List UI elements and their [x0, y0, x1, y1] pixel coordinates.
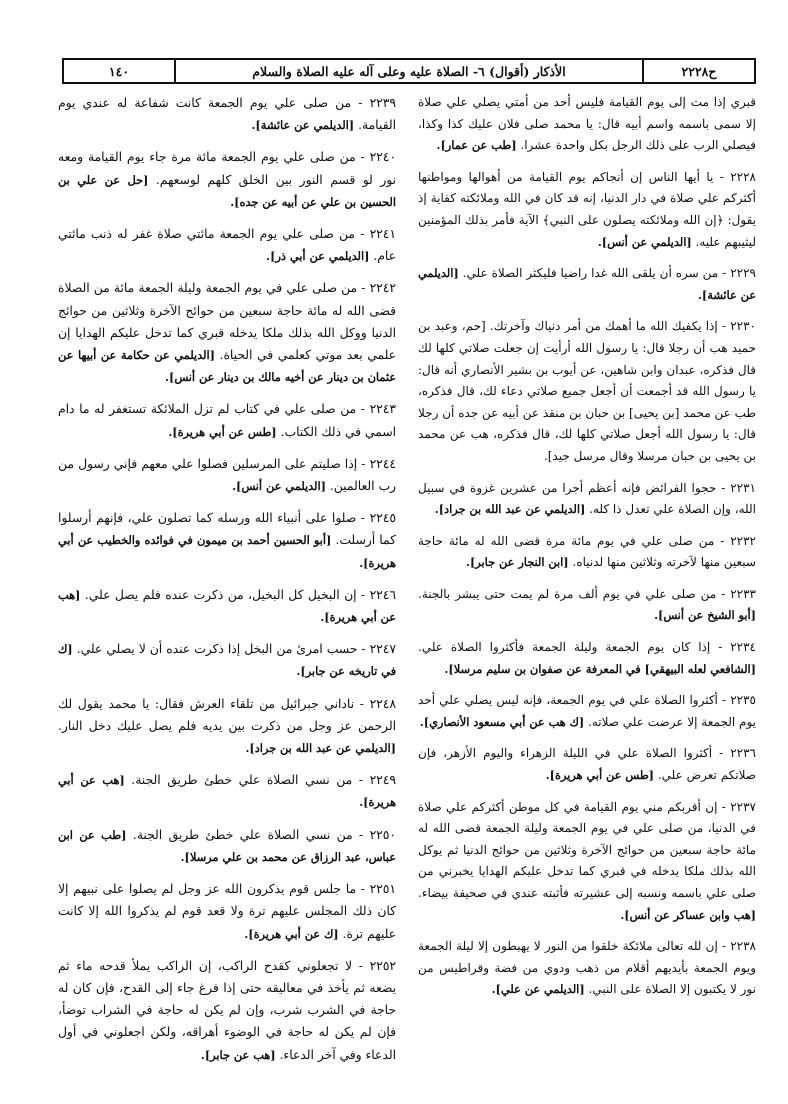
hadith-text: ٢٢٥٢ - لا تجعلوني كقدح الراكب، إن الراكب يملأ قدحه ماء ثم يضعه ثم يأخذ في معاليقه حتى إذا فرغ جاء إلى القدح، فإن كان له حاجة في الشرب شرب، وإن لم يكن له حاجة في الشراب توضأ، فإن لم يكن له حاجة في الوضوء أهراقه، ولكن اجعلوني في أول الدعاء وفي آخر الدعاء.: [58, 958, 396, 1062]
hadith-entry: [418, 743, 756, 786]
hadith-source: [ك في تاريخه عن جابر].: [58, 642, 396, 679]
hadith-entry: [58, 638, 396, 682]
hadith-text: ٢٢٤٥ - صلوا على أنبياء الله ورسله كما تصلون علي، فإنهم أرسلوا كما أرسلت.: [58, 511, 396, 548]
hadith-entry: [418, 478, 756, 521]
hadith-entry: [418, 797, 756, 927]
hadith-text: ٢٢٣٠ - إذا يكفيك الله ما أهمك من أمر دنياك وآخرتك. [حم، وعبد بن حميد هب أن رجلا قال: يا رسول الله أرأيت إن جعلت صلاتي كلها لك قال فذكره، عبدان وابن شاهين، عن أيوب بن بشير الأنصاري أنه قال: يا رسول الله قد أجمعت أن أجعل جميع صلاتي دعاء لك، قال فذكره، طب عن محمد [بن يحيى] بن حبان بن منقذ عن أبيه عن جده أن رجلا قال: يا رسول الله أجعل صلاتي كلها لك، قال فذكره، هب عن محمد بن يحيى بن حبان مرسلا وقال مرسل جيد].: [418, 319, 756, 463]
hadith-text: ٢٢٤٠ - من صلى علي يوم الجمعة مائة مرة جاء يوم القيامة ومعه نور لو قسم النور بين الخلق كلهم لوسعهم.: [58, 150, 396, 187]
hadith-source: [طب عن ابن عباس، عبد الرزاق عن محمد بن علي مرسلا].: [58, 827, 396, 864]
hadith-source: [الديلمي عن أبي ذر].: [266, 249, 370, 264]
hadith-text: ٢٢٤٨ - ناداني جبرائيل من تلقاء العرش فقال: يا محمد يقول لك الرحمن عز وجل من ذكرت بين يديه فلم يصل عليك دخل النار.: [58, 696, 396, 733]
hadith-source: [الديلمي عن عائشة].: [251, 118, 355, 133]
left-column: [58, 92, 396, 1076]
hadith-entry: [58, 824, 396, 868]
hadith-source: [الديلمي عن أنس].: [597, 234, 692, 249]
hadith-entry: [58, 223, 396, 267]
hadith-source: [الديلمي عن علي].: [491, 982, 585, 997]
hadith-source: [أبو الشيخ عن أنس].: [654, 608, 756, 623]
hadith-source: [أبو الحسين أحمد بن ميمون في فوائده والخطيب عن أبي هريرة].: [58, 533, 396, 570]
hadith-source: [طس عن أبي هريرة].: [168, 424, 277, 439]
hadith-source: [هب عن جابر].: [200, 1047, 276, 1062]
hadith-text: ٢٢٤٦ - إن البخيل كل البخيل، من ذكرت عنده فلم يصل علي.: [84, 587, 396, 602]
hadith-entry: [418, 690, 756, 733]
hadith-text: ٢٢٣٧ - إن أقربكم مني يوم القيامة في كل موطن أكثركم علي صلاة في الدنيا، من صلى علي في يوم الجمعة وليلة الجمعة قضى الله له مائة حاجة سبعين من حوائج الآخرة وثلاثين من حوائج الدنيا ثم يوكل الله بذلك ملكا يدخله في قبري كما تدخل عليكم الهدايا يخبرني من صلى علي باسمه ونسبه إلى عشيرته فأثبته عندي في صحيفة بيضاء.: [418, 799, 756, 900]
hadith-text: ٢٢٢٩ - من سره أن يلقى الله غدا راضيا فليكثر الصلاة علي.: [462, 266, 756, 281]
section-number: ح٢٢٢٨: [642, 60, 754, 82]
hadith-entry: [58, 955, 396, 1066]
hadith-source: [الديلمي عن حكامة عن أبيها عن عثمان بن دينار عن أخيه مالك بن دينار عن أنس].: [58, 348, 396, 385]
hadith-source: [هب عن أبي هريرة].: [58, 773, 396, 810]
hadith-entry: [58, 507, 396, 574]
hadith-text: ٢٢٣٣ - من صلى علي في يوم ألف مرة لم يمت حتى يبشر بالجنة.: [418, 586, 756, 601]
hadith-text: قبري إذا مت إلى يوم القيامة فليس أحد من أمتي يصلي علي صلاة إلا سمى باسمه واسم أبيه قال: يا محمد صلى فلان عليك كذا وكذا، فيصلي الرب على ذلك الرجل بكل واحدة عشرا.: [418, 95, 756, 153]
hadith-text: ٢٢٤٤ - إذا صليتم على المرسلين فصلوا علي معهم فإني رسول من رب العالمين.: [58, 456, 396, 494]
hadith-text: ٢٢٥١ - ما جلس قوم يذكرون الله عز وجل لم يصلوا على نبيهم إلا كان ذلك المجلس عليهم ترة ولا قعد قوم لم يذكروا الله إلا كانت عليهم ترة.: [58, 882, 396, 941]
hadith-text: ٢٢٤٢ - من صلى علي في يوم الجمعة وليلة الجمعة مائة من الصلاة قضى الله له مائة حاجة سبعين من حوائج الآخرة وثلاثين من حوائج الدنيا ووكل الله بذلك ملكا يدخله قبري كما تدخل عليكم الهدايا إن علمي بعد موتي كعلمي في الحياة.: [58, 281, 396, 363]
running-title: الأذكار (أقوال) ٦- الصلاة عليه وعلى آله عليه الصلاة والسلام: [252, 63, 566, 79]
hadith-source: [ك عن أبي هريرة].: [244, 926, 339, 941]
hadith-text: ٢٢٥٠ - من نسي الصلاة علي خطئ طريق الجنة.: [132, 827, 396, 842]
right-column: [418, 92, 756, 1011]
hadith-entry: [418, 936, 756, 1001]
hadith-source: [هب عن أبي هريرة].: [58, 587, 396, 625]
hadith-text: ٢٢٤٣ - من صلى علي في كتاب لم تزل الملائكة تستغفر له ما دام اسمي في ذلك الكتاب.: [58, 402, 396, 439]
hadith-source: [طب عن عمار].: [436, 138, 517, 153]
hadith-entry: [418, 584, 756, 627]
hadith-source: [ابن النجار عن جابر].: [466, 555, 569, 570]
hadith-entry: [58, 277, 396, 388]
hadith-text: ٢٢٣٦ - أكثروا الصلاة علي في الليلة الزهراء واليوم الأزهر، فإن صلاتكم تعرض علي.: [418, 746, 756, 783]
hadith-source: [الديلمي عن أنس].: [232, 479, 326, 494]
hadith-text: ٢٢٣١ - حجوا الفرائض فإنه أعظم أجرا من عشرين غزوة في سبيل الله، وإن الصلاة علي تعدل ذا كله.: [418, 480, 756, 517]
hadith-entry: [58, 878, 396, 945]
hadith-source: [الديلمي عن عائشة].: [418, 266, 756, 302]
hadith-entry: [58, 146, 396, 213]
hadith-source: [طس عن أبي هريرة].: [545, 768, 655, 783]
hadith-entry: [58, 693, 396, 760]
page-number: ١٤٠: [64, 60, 176, 82]
hadith-source: [الديلمي عن عبد الله بن جراد].: [434, 502, 586, 517]
hadith-text: ٢٢٣٤ - إذا كان يوم الجمعة وليلة الجمعة فأكثروا الصلاة علي.: [418, 640, 756, 655]
hadith-entry: [418, 531, 756, 574]
hadith-text: ٢٢٤٩ - من نسي الصلاة علي خطئ طريق الجنة.: [131, 773, 396, 788]
hadith-entry: [418, 263, 756, 306]
hadith-source: [ك هب عن أبي مسعود الأنصاري].: [419, 714, 585, 729]
hadith-entry: [418, 92, 756, 157]
hadith-text: ٢٢٤٧ - حسب امرئ من البخل إذا ذكرت عنده أن لا يصلي علي.: [76, 642, 396, 657]
hadith-entry: [418, 316, 756, 467]
hadith-source: [الشافعي لعله البيهقي] في المعرفة عن صفوان بن سليم مرسلا].: [444, 661, 756, 676]
hadith-source: [هب وابن عساكر عن أنس].: [620, 907, 756, 922]
hadith-entry: [58, 453, 396, 497]
hadith-entry: [58, 584, 396, 628]
hadith-text: ٢٢٣٩ - من صلى علي يوم الجمعة كانت شفاعة له عندي يوم القيامة.: [58, 96, 396, 133]
hadith-source: [الديلمي عن عبد الله بن جراد].: [245, 741, 396, 756]
hadith-source: [حل عن علي بن الحسين بن علي عن أبيه عن جده].: [58, 172, 396, 209]
hadith-text: ٢٢٢٨ - يا أيها الناس إن أنجاكم يوم القيامة من أهوالها ومواطنها أكثركم علي صلاة في دار الدنيا، إنه قد كان في الله وملائكته كفاية إذ يقول: ﴿إن الله وملائكته يصلون على النبي﴾ الآية فأمر بذلك المؤمنين ليثيبهم عليه.: [418, 169, 756, 249]
hadith-text: ٢٢٤١ - من صلى علي يوم الجمعة مائتي صلاة غفر له ذنب مائتي عام.: [58, 227, 396, 264]
hadith-text: ٢٢٣٢ - من صلى علي في يوم مائة مرة قضى الله له مائة حاجة سبعين منها لآخرته وثلاثين منها لدنياه.: [418, 533, 756, 570]
hadith-entry: [58, 769, 396, 813]
hadith-entry: [58, 398, 396, 442]
hadith-entry: [418, 637, 756, 680]
hadith-text: ٢٢٣٨ - إن لله تعالى ملائكة خلقوا من النور لا يهبطون إلا ليلة الجمعة ويوم الجمعة بأيديهم أقلام من ذهب ودوي من فضة وقراطيس من نور لا يكتبون إلا الصلاة على النبي.: [418, 939, 756, 997]
page-header: [62, 58, 756, 84]
hadith-entry: [58, 92, 396, 136]
hadith-entry: [418, 167, 756, 253]
hadith-text: ٢٢٣٥ - أكثروا الصلاة علي في يوم الجمعة، فإنه ليس يصلي علي أحد يوم الجمعة إلا عرضت علي صلاته.: [418, 693, 756, 729]
